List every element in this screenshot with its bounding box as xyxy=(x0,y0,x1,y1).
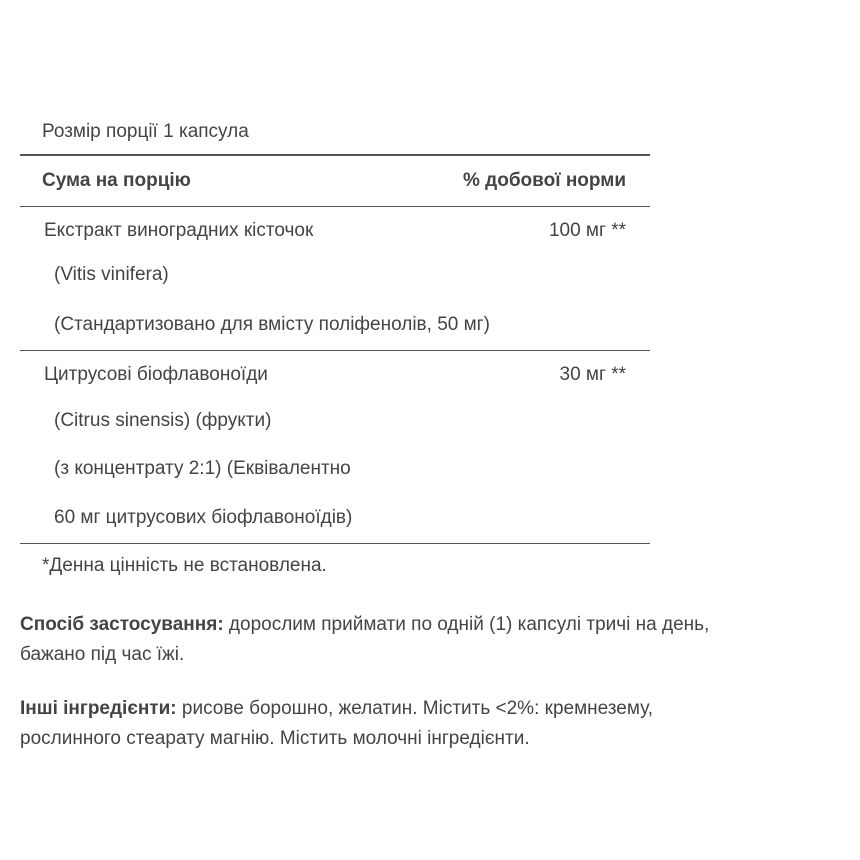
usage-instructions xyxy=(20,610,850,670)
other-line-2: рослинного стеарату магнію. Містить молочні інгредієнти. xyxy=(20,728,530,749)
other-ingredients xyxy=(20,694,850,754)
ingredient-group-grape-seed xyxy=(20,207,650,351)
other-text: рисове борошно, желатин. Містить <2%: кремнезему, xyxy=(176,698,654,719)
other-label: Інші інгредієнти: xyxy=(20,698,177,719)
ingredient-detail: (з концентрату 2:1) (Еквівалентно xyxy=(54,458,351,479)
serving-size: Розмір порції 1 капсула xyxy=(20,112,650,156)
header-daily-value: % добової норми xyxy=(462,170,626,191)
ingredient-amount: 30 мг ** xyxy=(559,364,626,385)
supplement-facts-table xyxy=(20,112,650,588)
ingredient-amount: 100 мг ** xyxy=(548,220,626,241)
usage-line-2: бажано під час їжі. xyxy=(20,644,185,665)
usage-label: Спосіб застосування: xyxy=(20,614,224,635)
ingredient-name: Цитрусові біофлавоноїди xyxy=(44,364,268,385)
ingredient-detail: (Citrus sinensis) (фрукти) xyxy=(54,410,272,431)
ingredient-group-citrus xyxy=(20,351,650,544)
footnote: *Денна цінність не встановлена. xyxy=(42,555,327,576)
usage-line-1 xyxy=(20,610,850,640)
table-header xyxy=(20,156,650,207)
ingredient-row xyxy=(20,207,650,251)
ingredient-detail: 60 мг цитрусових біофлавоноїдів) xyxy=(54,507,353,528)
header-amount-per-serving: Сума на порцію xyxy=(42,170,191,191)
ingredient-name: Екстракт виноградних кісточок xyxy=(44,220,314,241)
usage-text: дорослим приймати по одній (1) капсулі тричі на день, xyxy=(223,614,710,635)
ingredient-detail: (Стандартизовано для вмісту поліфенолів, 50 мг) xyxy=(54,313,490,335)
ingredient-detail: (Vitis vinifera) xyxy=(54,264,169,285)
other-line-1 xyxy=(20,694,850,724)
ingredient-row xyxy=(20,351,650,397)
